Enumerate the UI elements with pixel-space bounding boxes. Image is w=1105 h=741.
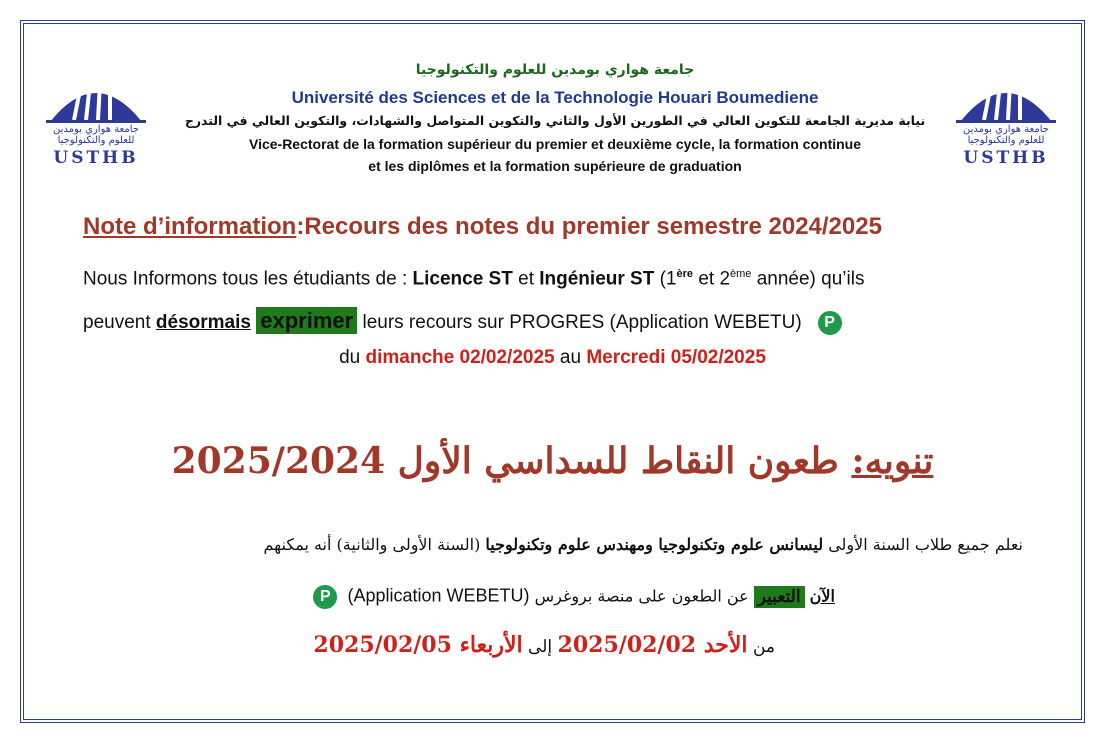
note-ar-dates: [313, 632, 775, 658]
end-date: Mercredi 05/02/2025: [586, 347, 766, 368]
note-fr-dates: [0, 347, 1105, 369]
highlight-express: التعبير: [754, 586, 805, 608]
note-title-ar: [0, 440, 1105, 482]
university-name-fr: Université des Sciences et de la Technologie Houari Boumediene: [291, 88, 819, 107]
text: (1: [654, 268, 677, 290]
university-name-ar: جامعة هواري بومدين للعلوم والتكنولوجيا: [415, 62, 695, 78]
text: نعلم جميع طلاب السنة الأولى: [823, 535, 1023, 554]
text: année) qu’ils: [751, 268, 865, 290]
note-title-ar-text: طعون النقاط للسداسي الأول 2025/2024: [171, 440, 852, 482]
programs-ar: ليسانس علوم وتكنولوجيا ومهندس علوم وتكنولوجيا: [485, 535, 824, 554]
dome-icon: [46, 72, 146, 124]
logo-abbr: USTHB: [53, 148, 139, 168]
text: من: [747, 637, 775, 657]
text: du: [339, 347, 366, 368]
note-ar-line-1: [264, 535, 1024, 554]
text: عن الطعون على منصة بروغرس: [529, 586, 754, 606]
emphasis-desormais: désormais: [155, 312, 251, 333]
progres-icon: P: [818, 311, 842, 335]
note-ar-line-2: [313, 585, 835, 609]
logo-arabic-name: جامعة هواري بومدين للعلوم والتكنولوجيا: [963, 124, 1049, 146]
note-title-ar-label: تنويه:: [851, 440, 934, 482]
note-title-text: :Recours des notes du premier semestre 2024/2025: [296, 213, 882, 240]
end-date-ar: الأربعاء 2025/02/05: [313, 632, 523, 658]
text: et 2: [693, 268, 731, 290]
sup: ème: [730, 268, 752, 280]
text: leurs recours sur PROGRES (Application WEBETU): [357, 312, 802, 333]
note-fr-line-2: [83, 308, 842, 335]
text: peuvent: [83, 312, 156, 333]
sup: ère: [676, 268, 694, 280]
note-title-fr: [83, 213, 1023, 241]
dome-icon: [956, 72, 1056, 124]
emphasis-now: الآن: [809, 586, 835, 606]
usthb-logo-right: [950, 72, 1062, 172]
note-title-label: Note d’information: [83, 213, 297, 240]
start-date-ar: الأحد 2025/02/02: [557, 632, 748, 658]
text: إلى: [522, 637, 558, 657]
logo-arabic-name: جامعة هواري بومدين للعلوم والتكنولوجيا: [53, 124, 139, 146]
highlight-exprimer: exprimer: [256, 307, 357, 334]
text: au: [554, 347, 587, 368]
progres-icon: P: [313, 585, 337, 609]
note-fr-line-1: [83, 268, 864, 290]
text: Nous Informons tous les étudiants de :: [83, 268, 413, 290]
program-licence: Licence ST: [412, 268, 513, 290]
logo-abbr: USTHB: [963, 148, 1049, 168]
text: (السنة الأولى والثانية) أنه يمكنهم: [263, 535, 486, 554]
vice-rectorat-fr-1: Vice-Rectorat de la formation supérieur du premier et deuxième cycle, la formation continue: [248, 136, 862, 152]
program-ingenieur: Ingénieur ST: [539, 268, 655, 290]
usthb-logo-left: [40, 72, 152, 172]
vice-rectorat-ar: نيابة مديرية الجامعة للتكوين العالي في الطورين الأول والثاني والتكوين المتواصل والشهادات، والتكوين العالي في التدرج: [184, 113, 926, 128]
vice-rectorat-fr-2: et les diplômes et la formation supérieure de graduation: [368, 158, 742, 174]
app-name: (Application WEBETU): [347, 585, 530, 606]
start-date: dimanche 02/02/2025: [365, 347, 555, 368]
text: et: [512, 268, 540, 290]
